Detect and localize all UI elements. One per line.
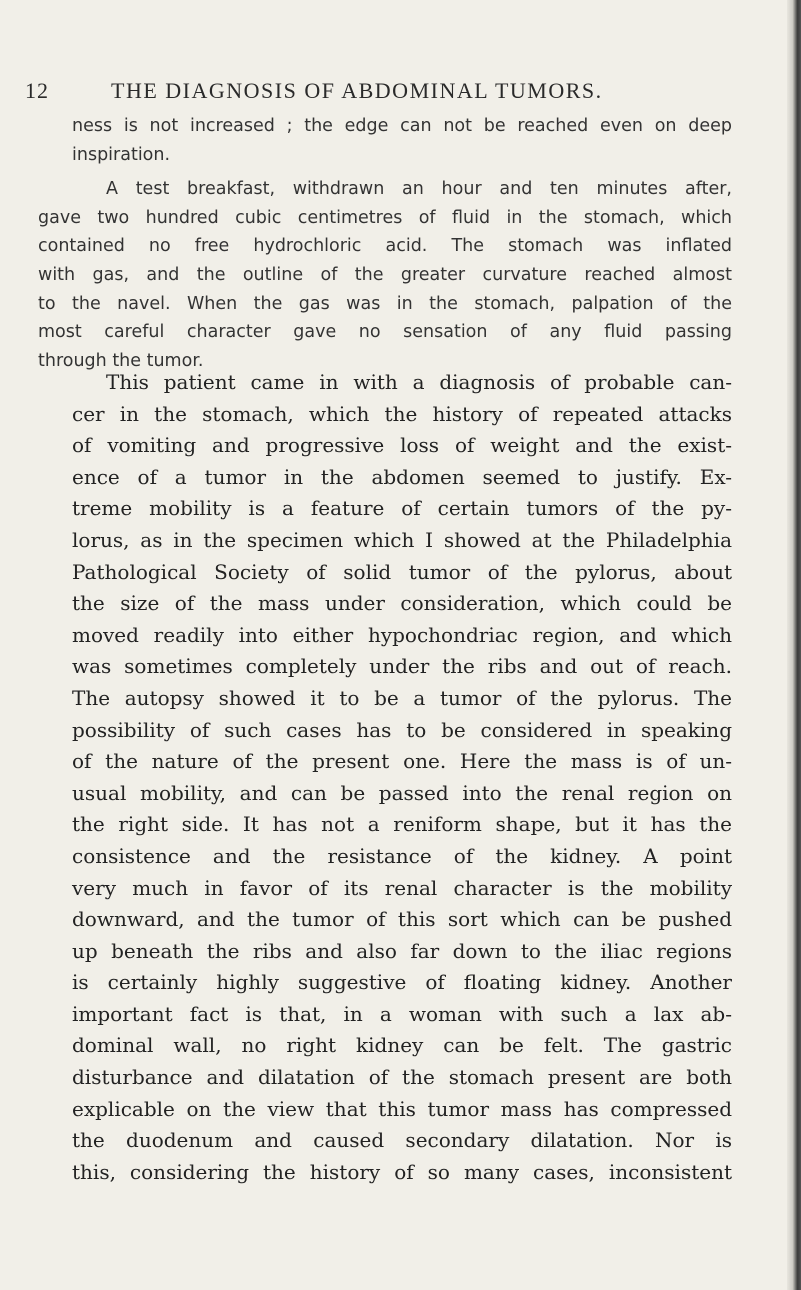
text-line: up beneath the ribs and also far down to the iliac regions bbox=[72, 938, 732, 963]
running-title: THE DIAGNOSIS OF ABDOMINAL TUMORS. bbox=[111, 78, 603, 103]
text-line: gave two hundred cubic centimetres of fluid in the stomach, which bbox=[38, 207, 732, 228]
paragraph bbox=[72, 367, 732, 1188]
text-line: The autopsy showed it to be a tumor of the pylorus. The bbox=[72, 685, 732, 710]
text-line: inspiration. bbox=[72, 144, 171, 165]
text-line: was sometimes completely under the ribs and out of reach. bbox=[72, 654, 732, 679]
text-line: contained no free hydrochloric acid. The stomach was inflated bbox=[38, 236, 732, 257]
text-line: to the navel. When the gas was in the stomach, palpation of the bbox=[38, 293, 732, 314]
text-line: ence of a tumor in the abdomen seemed to justify. Ex- bbox=[72, 464, 732, 489]
text-line: A test breakfast, withdrawn an hour and ten minutes after, bbox=[106, 179, 732, 200]
text-line: possibility of such cases has to be considered in speaking bbox=[72, 717, 732, 742]
text-line: of the nature of the present one. Here the mass is of un- bbox=[72, 749, 732, 774]
paragraph-test-breakfast bbox=[38, 175, 732, 375]
text-line: treme mobility is a feature of certain tumors of the py- bbox=[72, 496, 732, 521]
text-line: dominal wall, no right kidney can be felt. The gastric bbox=[72, 1033, 732, 1058]
text-line: lorus, as in the specimen which I showed at the Philadelphia bbox=[72, 527, 732, 552]
text-line: through the tumor. bbox=[38, 350, 204, 371]
text-line: this, considering the history of so many cases, inconsistent bbox=[72, 1159, 732, 1184]
text-line: Pathological Society of solid tumor of the pylorus, about bbox=[72, 559, 732, 584]
text-line: disturbance and dilatation of the stomach present are both bbox=[72, 1065, 732, 1090]
page-edge-shadow bbox=[787, 0, 801, 1290]
text-line: This patient came in with a diagnosis of probable can- bbox=[106, 370, 732, 394]
text-line: most careful character gave no sensation of any fluid passing bbox=[38, 322, 732, 343]
text-line: ness is not increased ; the edge can not be reached even on deep bbox=[72, 116, 732, 136]
text-line: of vomiting and progressive loss of weight and the exist- bbox=[72, 433, 732, 458]
text-line: important fact is that, in a woman with such a lax ab- bbox=[72, 1001, 732, 1026]
text-line: is certainly highly suggestive of floating kidney. Another bbox=[72, 970, 732, 995]
paragraph bbox=[72, 112, 732, 169]
text-line: consistence and the resistance of the kidney. A point bbox=[72, 843, 732, 868]
running-head bbox=[25, 78, 645, 104]
text-line: the duodenum and caused secondary dilatation. Nor is bbox=[72, 1128, 732, 1153]
text-line: very much in favor of its renal character is the mobility bbox=[72, 875, 732, 900]
text-line: the right side. It has not a reniform shape, but it has the bbox=[72, 812, 732, 837]
paragraph-clinical-discussion bbox=[72, 367, 732, 1188]
text-line: the size of the mass under consideration, which could be bbox=[72, 591, 732, 616]
page-number: 12 bbox=[25, 78, 49, 103]
text-line: cer in the stomach, which the history of repeated attacks bbox=[72, 401, 732, 426]
text-line: usual mobility, and can be passed into the renal region on bbox=[72, 780, 732, 805]
text-line: moved readily into either hypochondriac region, and which bbox=[72, 622, 732, 647]
text-line: downward, and the tumor of this sort which can be pushed bbox=[72, 907, 732, 932]
paragraph-liver-continuation bbox=[38, 112, 732, 375]
text-line: explicable on the view that this tumor mass has compressed bbox=[72, 1096, 732, 1121]
text-line: with gas, and the outline of the greater curvature reached almost bbox=[38, 264, 732, 285]
